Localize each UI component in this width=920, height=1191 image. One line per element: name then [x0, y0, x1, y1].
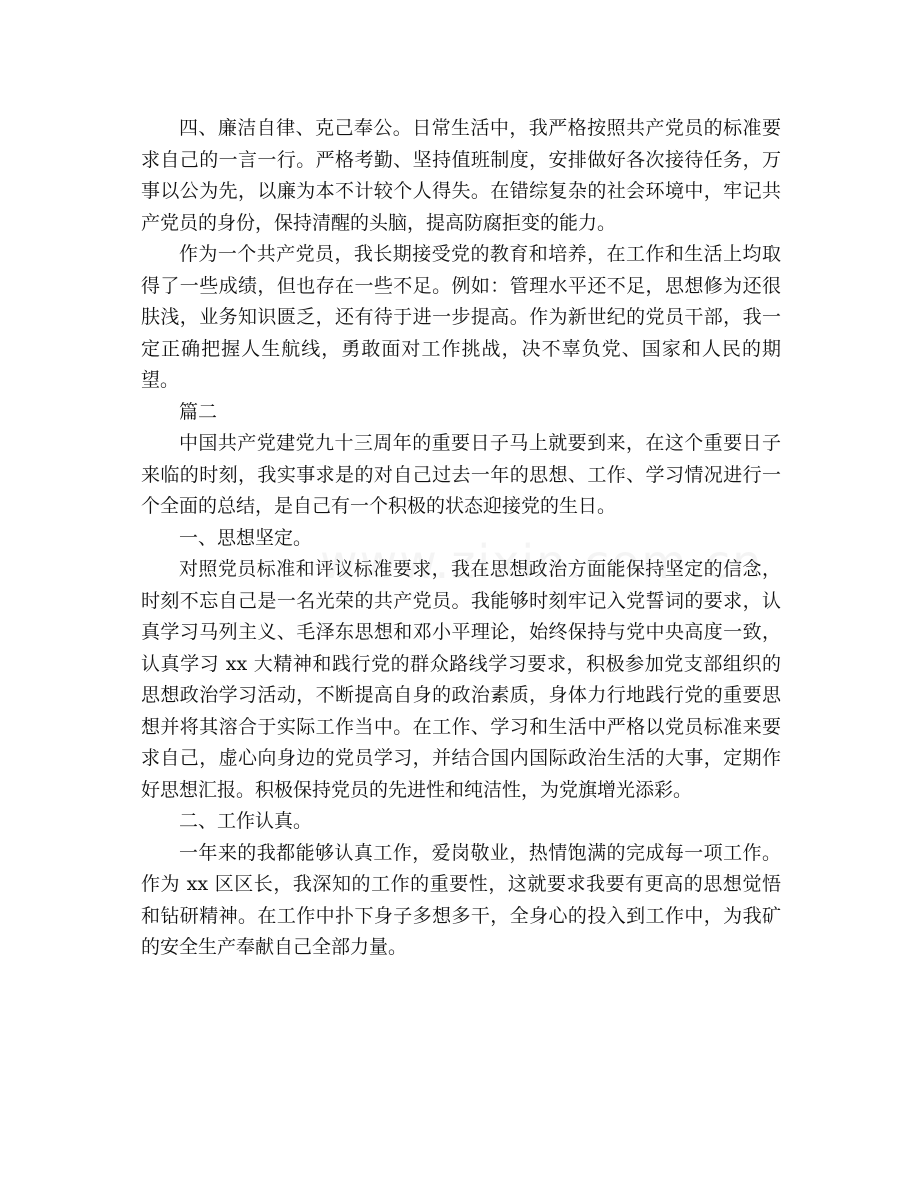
section-heading-part-two: 篇二 [179, 400, 218, 423]
paragraph-thought: 对照党员标准和评议标准要求，我在思想政治方面能保持坚定的信念，时刻不忘自己是一名光荣的共产党员。我能够时刻牢记入党誓词的要求，认真学习马列主义、毛泽东思想和邓小平理论，始终保持与党中央高度一致，认真学习 xx 大精神和践行党的群众路线学习要求，积极参加党支部组织的思想政治学习活动，不断提高自身的政治素质，身体力行地践行党的重要思想并将其溶合于实际工作当中。在工作、学习和生活中严格以党员标准来要求自己，虚心向身边的党员学习，并结合国内国际政治生活的大事，定期作好思想汇报。积极保持党员的先进性和纯洁性，为党旗增光添彩。 [141, 558, 781, 801]
paragraph-integrity: 四、廉洁自律、克己奉公。日常生活中，我严格按照共产党员的标准要求自己的一言一行。严格考勤、坚持值班制度，安排做好各次接待任务，万事以公为先，以廉为本不计较个人得失。在错综复杂的社会环境中，牢记共产党员的身份，保持清醒的头脑，提高防腐拒变的能力。 [141, 117, 781, 234]
paragraph-summary: 作为一个共产党员，我长期接受党的教育和培养，在工作和生活上均取得了一些成绩，但也存在一些不足。例如：管理水平还不足，思想修为还很肤浅，业务知识匮乏，还有待于进一步提高。作为新世纪的党员干部，我一定正确把握人生航线，勇敢面对工作挑战，决不辜负党、国家和人民的期望。 [141, 243, 781, 391]
section-heading-thought: 一、思想坚定。 [179, 526, 313, 549]
section-heading-work: 二、工作认真。 [179, 810, 313, 832]
paragraph-work: 一年来的我都能够认真工作，爱岗敬业，热情饱满的完成每一项工作。作为 xx 区区长，我深知的工作的重要性，这就要求我要有更高的思想觉悟和钻研精神。在工作中扑下身子多想多干，全身心的投入到工作中，为我矿的安全生产奉献自己全部力量。 [141, 841, 781, 958]
document-body [141, 113, 781, 964]
paragraph-introduction: 中国共产党建党九十三周年的重要日子马上就要到来，在这个重要日子来临的时刻，我实事求是的对自己过去一年的思想、工作、学习情况进行一个全面的总结，是自己有一个积极的状态迎接党的生日。 [141, 432, 781, 517]
